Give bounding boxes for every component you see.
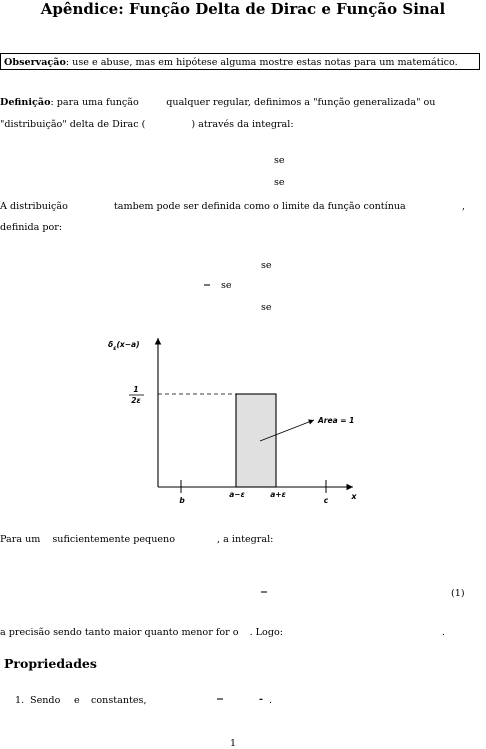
para-text-2a: a precisão sendo tanto maior quanto menor for o xyxy=(0,627,239,638)
distribution-text-1b: tambem pode ser definida como o limite da função contínua xyxy=(113,201,406,212)
y-axis-label: $\delta_\varepsilon(x-a)$ xyxy=(108,340,140,352)
observation-label: Observação xyxy=(4,57,66,68)
distribution-line-2: definida por: xyxy=(0,222,63,233)
ytick-numerator: 1 xyxy=(133,385,139,394)
property-item-1-period: . xyxy=(269,695,273,706)
para-text-1c: , a integral: xyxy=(217,534,274,545)
area-label: Area = 1 xyxy=(318,416,355,425)
observation-box xyxy=(0,53,480,70)
para-text-2b: . Logo: xyxy=(249,627,283,638)
cases2-se-1: se xyxy=(261,260,272,271)
xtick-a-plus-eps-label: a+ε xyxy=(270,490,286,499)
para-text-1b: suficientemente pequeno xyxy=(52,534,176,545)
property-item-1-constantes: constantes, xyxy=(91,695,147,706)
property-item-1-fraction-bar-1: − xyxy=(216,694,225,705)
property-item-1-number: 1. xyxy=(15,695,25,706)
distribution-comma: , xyxy=(462,201,466,212)
definition-line-2 xyxy=(0,119,294,130)
xtick-c-label: c xyxy=(323,496,329,505)
distribution-line-1 xyxy=(0,201,406,212)
ytick-denominator: 2ε xyxy=(131,396,141,405)
cases2-se-2: se xyxy=(221,280,232,291)
distribution-text-1a: A distribuição xyxy=(0,201,68,212)
x-axis-label: x xyxy=(351,492,357,501)
cases2-se-3: se xyxy=(261,302,272,313)
definition-text-2b: ) através da integral: xyxy=(191,119,294,130)
definition-line-1 xyxy=(0,97,436,108)
property-item-1-e: e xyxy=(74,695,80,706)
pulse-rectangle xyxy=(236,394,276,487)
observation-text: : use e abuse, mas em hipótese alguma mostre estas notas para um matemático. xyxy=(65,57,458,68)
property-item-1-fraction-bar-2: - xyxy=(259,694,263,705)
xtick-a-minus-eps-label: a−ε xyxy=(229,490,245,499)
para-text-1a: Para um xyxy=(0,534,41,545)
definition-text-1: : para uma função qualquer regular, definimos a "função generalizada" ou xyxy=(50,97,436,108)
rectangular-pulse-figure xyxy=(100,330,370,510)
para-line-2-period: . xyxy=(442,627,446,638)
equation-number: (1) xyxy=(451,588,465,599)
properties-heading: Propriedades xyxy=(4,656,97,671)
para-line-1 xyxy=(0,534,273,545)
xtick-b-label: b xyxy=(179,496,185,505)
definition-label: Definição xyxy=(0,97,51,108)
property-item-1-sendo: Sendo xyxy=(30,695,61,706)
definition-text-2a: "distribuição" delta de Dirac ( xyxy=(0,119,146,130)
equation-fraction-bar: − xyxy=(260,587,269,598)
cases1-se-1: se xyxy=(274,155,285,166)
para-line-2 xyxy=(0,627,283,638)
page-number: 1 xyxy=(230,738,237,749)
page-title: Apêndice: Função Delta de Dirac e Função Sinal xyxy=(40,0,446,18)
cases2-fraction-bar: − xyxy=(203,280,212,291)
cases1-se-2: se xyxy=(274,177,285,188)
